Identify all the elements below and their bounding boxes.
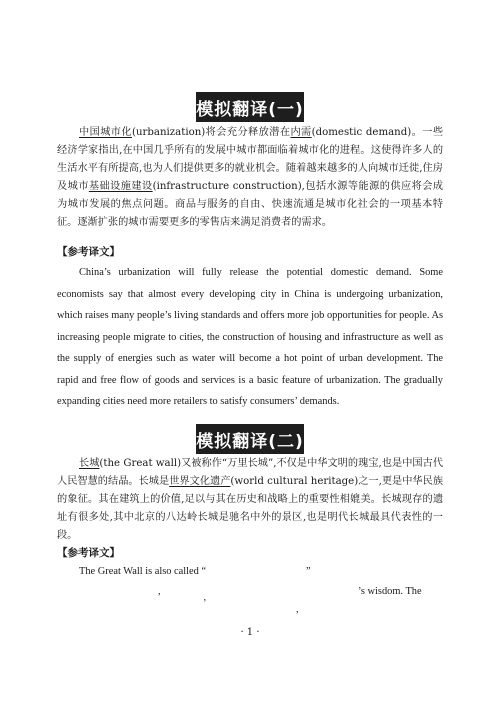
section-title-2: 模拟翻译(二) xyxy=(196,424,304,454)
term-urbanization: 中国城市化 xyxy=(79,127,132,138)
reference-translation-label-1: 【参考译文】 xyxy=(57,246,120,258)
chinese-passage-2: 长城(the Great wall)又被称作“万里长城”,不仅是中华文明的瑰宝,也是中国古代人民智慧的结晶。长城是世界文化遗产(world cultural heritage)之一,更是中华民族的象征。其在建筑上的价值,足以与其在历史和战略上的重要性相媲美。长城现存的遗址有很多处,其中北京的八达岭长城是驰名中外的景区,也是明代长城最具代表性的一段。 xyxy=(57,458,444,541)
english-translation-2-line1: The Great Wall is also called “ xyxy=(79,566,207,577)
english-translation-2-apostrophe: ’ xyxy=(203,598,207,609)
page-number: · 1 · xyxy=(240,627,260,638)
term-great-wall: 长城 xyxy=(79,458,100,469)
term-domestic-demand: 内需 xyxy=(290,127,312,138)
english-translation-2-wisdom: ’s wisdom. The xyxy=(358,586,422,597)
english-translation-2-quote: ” xyxy=(306,566,311,577)
english-translation-2-comma-2: , xyxy=(296,604,299,615)
term-infrastructure: 基础设施建设 xyxy=(88,181,153,192)
term-world-heritage: 世界文化遗产 xyxy=(169,476,231,487)
section-title-1: 模拟翻译(一) xyxy=(196,92,304,122)
reference-translation-label-2: 【参考译文】 xyxy=(57,547,120,559)
chinese-passage-1: 中国城市化(urbanization)将会充分释放潜在内需(domestic demand)。一些经济学家指出,在中国几乎所有的发展中城市都面临着城市化的进程。这使得许多人的生活水平有所提高,也为人们提供更多的就业机会。随着越来越多的人向城市迁徙,住房及城市基础设施建设(infrastructure construction),包括水源等能源的供应将会成为城市发展的焦点问题。商品与服务的自由、快速流通是城市化社会的一项基本特征。逐渐扩张的城市需要更多的零售店来满足消费者的需求。 xyxy=(57,127,444,228)
english-translation-1: China’s urbanization will fully release the potential domestic demand. Some economists say that almost every developing city in China is undergoing urbanization, which raises many people’s living standards and offers more job opportunities for people. As increasing people migrate to cities, the construction of housing and infrastructure as well as the supply of energies such as water will become a hot point of urban development. The rapid and free flow of goods and services is a basic feature of urbanization. The gradually expanding cities need more retailers to satisfy consumers’ demands. xyxy=(57,267,443,407)
english-translation-2-comma: , xyxy=(158,586,161,597)
